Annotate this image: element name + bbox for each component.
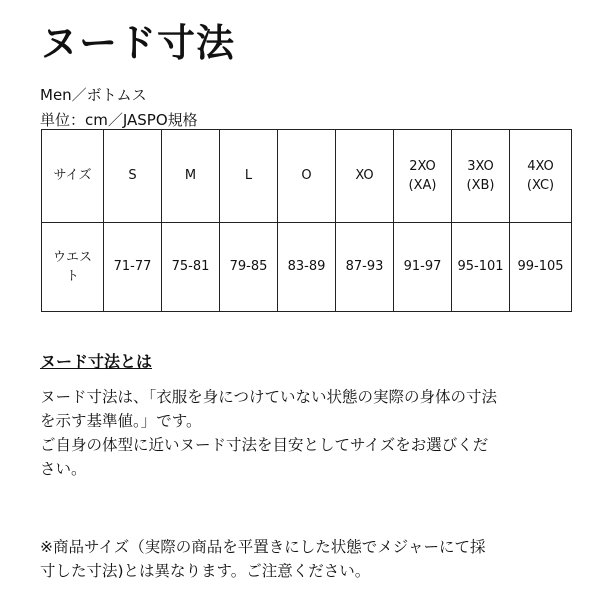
size-table	[41, 129, 572, 312]
size-cell	[220, 130, 278, 223]
size-name: 2XO	[409, 158, 436, 174]
waist-label-part: ウエス	[52, 249, 92, 265]
waist-cell: 79-85	[220, 223, 278, 312]
description	[40, 385, 580, 481]
waist-row	[42, 223, 572, 312]
size-cell	[394, 130, 452, 223]
size-cell	[104, 130, 162, 223]
description-line: ヌード寸法は、「衣服を身につけていない状態の実際の身体の寸法	[40, 388, 497, 406]
size-name: L	[244, 168, 253, 184]
size-name: M	[184, 168, 197, 184]
size-alias: (XA)	[408, 178, 437, 193]
waist-cell: 91-97	[394, 223, 452, 312]
note-line: ※商品サイズ（実際の商品を平置きにした状態でメジャーにて採	[40, 538, 486, 556]
size-cell	[278, 130, 336, 223]
size-name: O	[301, 168, 312, 184]
waist-cell: 99-105	[510, 223, 572, 312]
size-cell	[510, 130, 572, 223]
section-heading: ヌード寸法とは	[40, 352, 153, 371]
waist-cell: 83-89	[278, 223, 336, 312]
size-alias: (XB)	[466, 178, 495, 193]
size-header-label: サイズ	[42, 130, 104, 223]
note-line: 寸した寸法)とは異なります。ご注意ください。	[40, 562, 371, 580]
description-line: さい。	[40, 460, 87, 478]
waist-cell: 87-93	[336, 223, 394, 312]
size-name: S	[128, 168, 137, 184]
waist-cell: 75-81	[162, 223, 220, 312]
unit-label: 単位：cm／JASPO規格	[40, 111, 198, 129]
note	[40, 535, 580, 583]
size-cell	[162, 130, 220, 223]
size-header-row	[42, 130, 572, 223]
description-line: を示す基準値。」です。	[40, 412, 202, 430]
page-title: ヌード寸法	[40, 21, 236, 65]
size-name: 3XO	[467, 158, 494, 174]
waist-row-label	[42, 223, 104, 312]
description-line: ご自身の体型に近いヌード寸法を目安としてサイズをお選びくだ	[40, 436, 489, 454]
waist-cell: 95-101	[452, 223, 510, 312]
size-alias: (XC)	[526, 178, 555, 193]
size-cell	[452, 130, 510, 223]
size-cell	[336, 130, 394, 223]
waist-cell: 71-77	[104, 223, 162, 312]
size-name: XO	[355, 168, 374, 184]
category-label: Men／ボトムス	[40, 86, 147, 104]
waist-label-part: ト	[65, 269, 79, 284]
size-name: 4XO	[527, 158, 554, 174]
